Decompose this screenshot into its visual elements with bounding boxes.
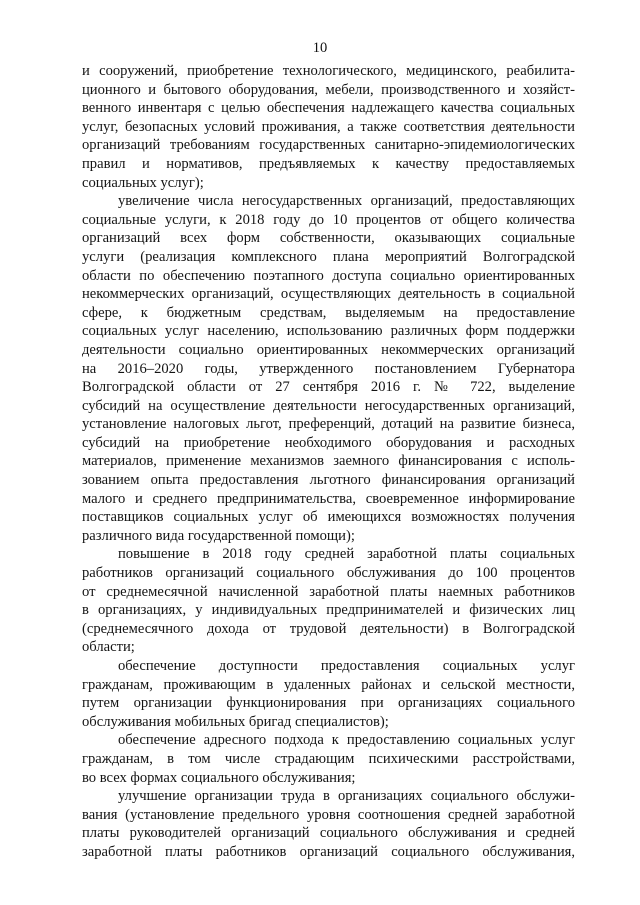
paragraph [82,545,575,657]
text-line: во всех формах социального обслуживания; [82,769,356,786]
text-line: повышение в 2018 году средней заработной платы социальных [118,546,575,563]
text-line: сфере, к бюджетным средствам, выделяемым на предоставление [82,304,575,321]
paragraph [82,192,575,545]
text-line: в организациях, у индивидуальных предпринимателей и физических лиц [82,602,575,619]
text-line: зованием опыта предоставления льготного финансирования организаций [82,472,575,489]
text-line: правил и нормативов, предъявляемых к качеству предоставляемых [82,155,575,172]
text-line: некоммерческих организаций, осуществляющих деятельность в социальной [82,286,575,303]
text-line: улучшение организации труда в организациях социального обслужи- [118,788,575,805]
text-line: обеспечение доступности предоставления социальных услуг [118,658,575,674]
text-line: на 2016–2020 годы, утвержденного постановлением Губернатора [82,360,575,377]
paragraph [82,787,575,861]
text-line: обеспечение адресного подхода к предоставлению социальных услуг [118,732,575,749]
paragraph [82,731,575,787]
text-line: поставщиков социальных услуг об имеющихся возможностях получения [82,509,575,526]
text-line: субсидий на приобретение необходимого оборудования и расходных [82,434,575,451]
text-line: обслуживания мобильных бригад специалистов); [82,713,389,730]
text-line: гражданам, проживающим в удаленных районах и сельской местности, [82,676,575,693]
text-line: заработной платы работников организаций социального обслуживания, [82,843,575,860]
text-line: организаций всех форм собственности, оказывающих социальные [82,230,575,247]
paragraph [82,62,575,192]
text-line: услуги (реализация комплексного плана мероприятий Волгоградской [82,248,575,265]
text-line: Волгоградской области от 27 сентября 2016 г. № 722, выделение [82,379,575,396]
text-line: и сооружений, приобретение технологического, медицинского, реабилита- [82,63,575,79]
paragraph [82,657,575,731]
text-line: услуг, безопасных условий проживания, а также соответствия деятельности [82,118,575,135]
text-line: ционного и бытового оборудования, мебели, производственного и хозяйст- [82,81,575,98]
text-line: работников организаций социального обслуживания до 100 процентов [82,565,575,582]
document-body [82,62,575,862]
text-line: области; [82,639,135,656]
text-line: области по обеспечению поэтапного доступа социально ориентированных [82,267,575,284]
text-line: социальных услуг населению, использованию различных форм поддержки [82,323,575,340]
text-line: малого и среднего предпринимательства, своевременное информирование [82,490,575,507]
text-line: путем организации функционирования при организациях социального [82,695,575,712]
text-line: вания (установление предельного уровня соотношения средней заработной [82,806,575,823]
text-line: различного вида государственной помощи); [82,527,355,544]
text-line: деятельности социально ориентированных некоммерческих организаций [82,341,575,358]
text-line: платы руководителей организаций социального обслуживания и средней [82,825,575,842]
text-line: (среднемесячного дохода от трудовой деятельности) в Волгоградской [82,620,575,637]
text-line: установление налоговых льгот, преференций, дотаций на развитие бизнеса, [82,416,575,433]
text-line: социальные услуги, к 2018 году до 10 процентов от общего количества [82,211,575,228]
text-line: увеличение числа негосударственных организаций, предоставляющих [118,193,575,210]
text-line: материалов, применение механизмов заемного финансирования с исполь- [82,453,575,470]
text-line: социальных услуг); [82,174,204,191]
text-line: гражданам, в том числе страдающим психическими расстройствами, [82,750,575,767]
text-line: организаций требованиям государственных санитарно-эпидемиологических [82,137,575,154]
text-line: венного инвентаря с целью обеспечения надлежащего качества социальных [82,100,575,117]
text-line: от среднемесячной начисленной заработной платы наемных работников [82,583,575,600]
text-line: субсидий на осуществление деятельности негосударственных организаций, [82,397,575,414]
page-number: 10 [312,40,328,56]
